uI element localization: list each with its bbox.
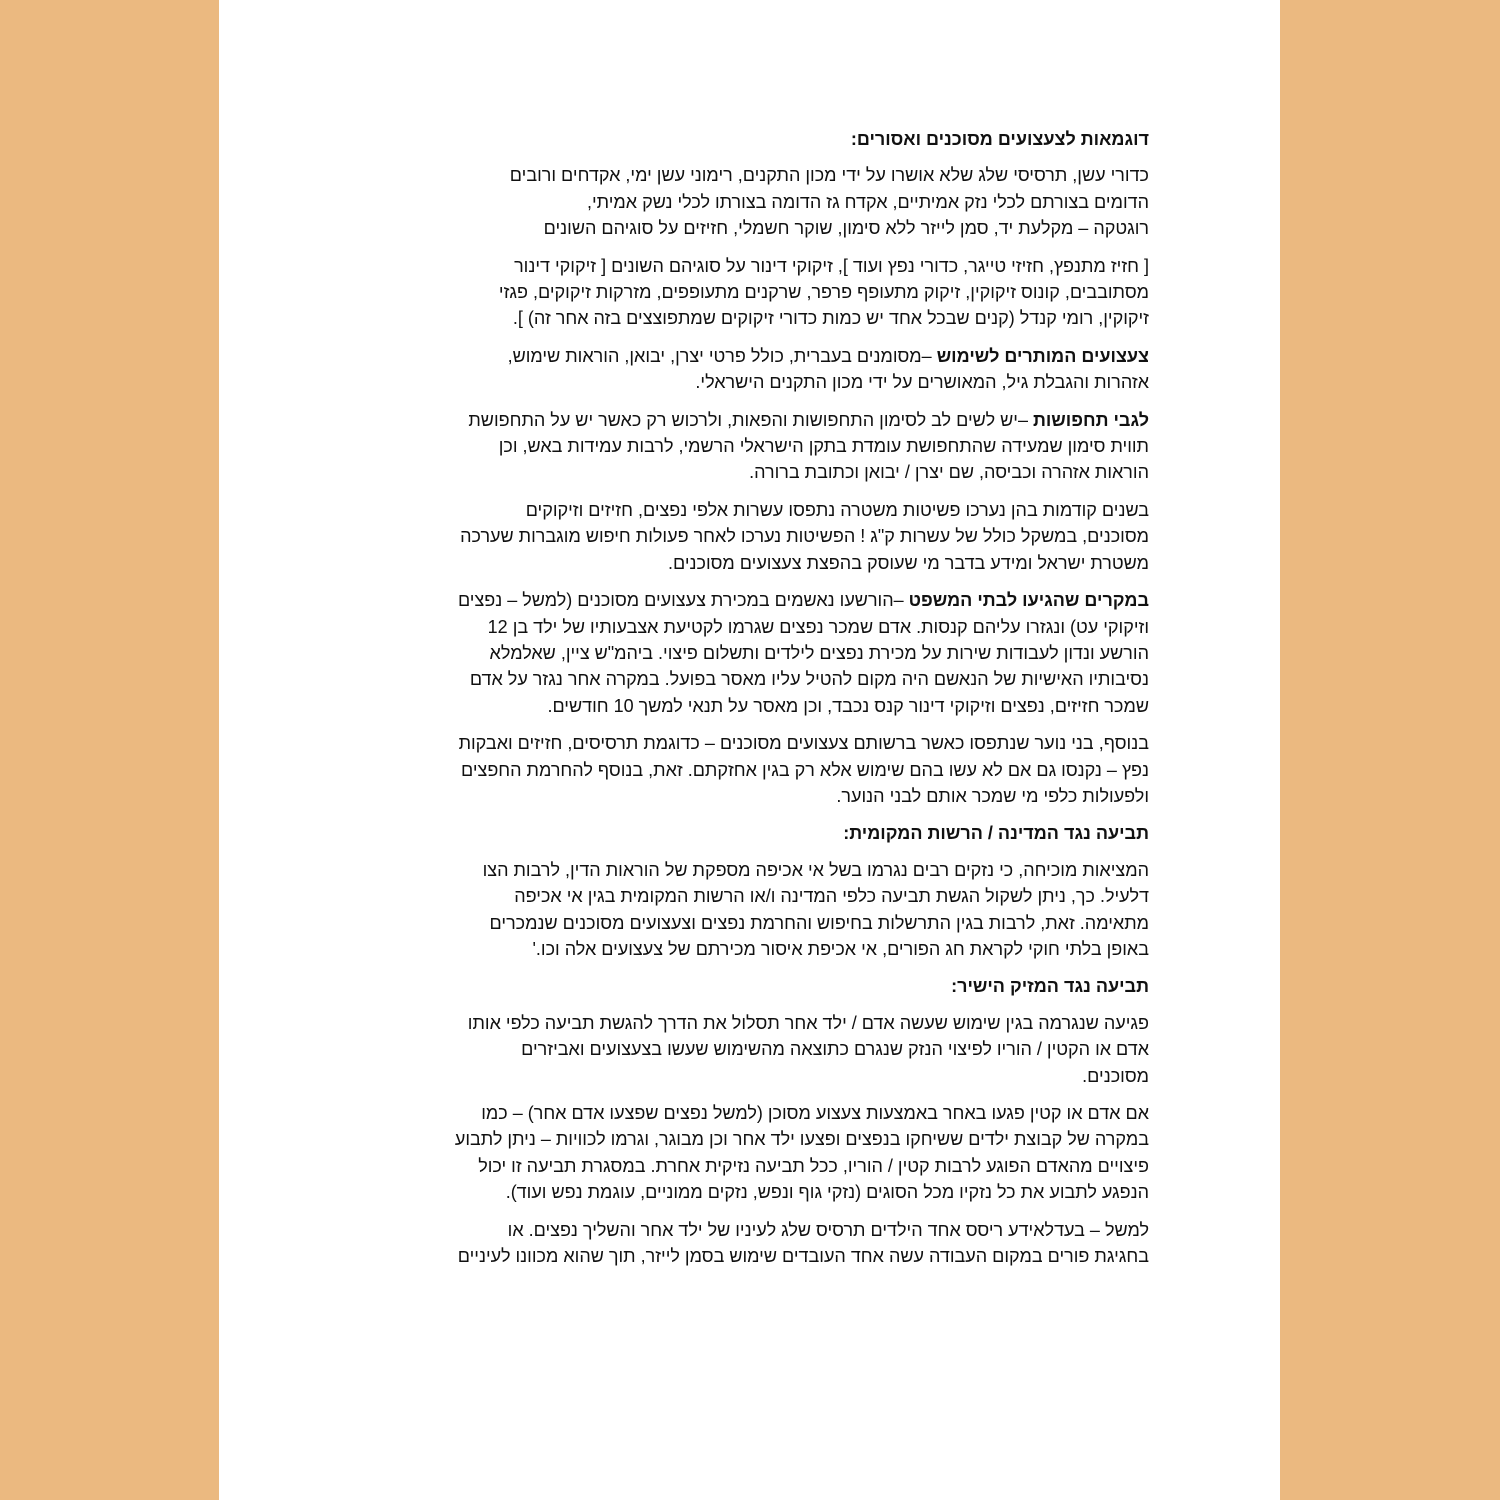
paragraph-dangerous-toys-list: כדורי עשן, תרסיסי שלג שלא אושרו על ידי מכון התקנים, רימוני עשן ימי, אקדחים ורובים הדומים בצורתם לכלי נזק אמיתיים, אקדח גז הדומה בצורתו לכלי נשק אמיתי, רוגטקה – מקלעת יד, סמן לייזר ללא סימון, שוקר חשמלי, חזיזים על סוגיהם השונים xyxy=(509,165,1149,239)
paragraph-examples-incidents: למשל – בעדלאידע ריסס אחד הילדים תרסיס שלג לעיניו של ילד אחר והשליך נפצים. או בחגיגת פורים במקום העבודה עשה אחד העובדים שימוש בסמן לייזר, תוך שהוא מכוונו לעיניים xyxy=(457,1219,1149,1267)
paragraph-police-raids: בשנים קודמות בהן נערכו פשיטות משטרה נתפסו עשרות אלפי נפצים, חזיזים וזיקוקים מסוכנים, במשקל כולל של עשרות ק"ג ! הפשיטות נערכו לאחר פעולות חיפוש מוגברות שערכה משטרת ישראל ומידע בדבר מי שעוסק בהפצת צעצועים מסוכנים. xyxy=(460,499,1149,573)
heading-claim-against-direct-damager: תביעה נגד המזיק הישיר: xyxy=(951,976,1149,997)
document-content xyxy=(381,126,1149,1280)
paragraph-firecrackers-list: [ חזיז מתנפץ, חזיזי טייגר, כדורי נפץ ועוד ], זיקוקי דינור על סוגיהם השונים [ זיקוקי דינור מסתובבים, קונוס זיקוקין, זיקוק מתעופף פרפר, שרקנים מתעופפים, מזרקות זיקוקים, פגזי זיקוקין, רומי קנדל (קנים שבכל אחד יש כמות כדורי זיקוקים שמתפוצצים בזה אחר זה) ]. xyxy=(498,255,1149,329)
document-page xyxy=(219,0,1280,1500)
heading-claim-against-state: תביעה נגד המדינה / הרשות המקומית: xyxy=(843,823,1149,844)
paragraph-costumes: לגבי תחפושות –יש לשים לב לסימון התחפושות והפאות, ולרכוש רק כאשר יש על התחפושת תווית סימון שמעידה שהתחפושת עומדת בתקן הישראלי הרשמי, לרבות עמידות באש, וכן הוראות אזהרה וכביסה, שם יצרן / יבואן וכתובת ברורה. xyxy=(468,409,1149,483)
label-costumes: לגבי תחפושות xyxy=(1032,409,1149,430)
paragraph-claim-state: המציאות מוכיחה, כי נזקים רבים נגרמו בשל אי אכיפה מספקת של הוראות הדין, לרבות הצו דלעיל. כך, ניתן לשקול הגשת תביעה כלפי המדינה ו/או הרשות המקומית בגין אי אכיפה מתאימה. זאת, לרבות בגין התרשלות בחיפוש והחרמת נפצים וצעצועים מסוכנים שנמכרים באופן בלתי חוקי לקראת חג הפורים, אי אכיפת איסור מכירתם של צעצועים אלה וכו.' xyxy=(482,859,1149,959)
label-permitted-toys: צעצועים המותרים לשימוש xyxy=(936,345,1149,366)
paragraph-permitted-toys: צעצועים המותרים לשימוש –מסומנים בעברית, כולל פרטי יצרן, יבואן, הוראות שימוש, אזהרות והגבלת גיל, המאושרים על ידי מכון התקנים הישראלי. xyxy=(507,345,1149,393)
paragraph-claim-direct: פגיעה שנגרמה בגין שימוש שעשה אדם / ילד אחר תסלול את הדרך להגשת תביעה כלפי אותו אדם או הקטין / הוריו לפיצוי הנזק שנגרם כתוצאה מהשימוש שעשו בצעצועים ואביזרים מסוכנים. xyxy=(467,1012,1149,1086)
paragraph-injury-compensation: אם אדם או קטין פגעו באחר באמצעות צעצוע מסוכן (למשל נפצים שפצעו אדם אחר) – כמו במקרה של קבוצת ילדים ששיחקו בנפצים ופצעו ילד אחר וכן מבוגר, וגרמו לכוויות – ניתן לתבוע פיצויים מהאדם הפוגע לרבות קטין / הוריו, ככל תביעה נזיקית אחרת. במסגרת תביעה זו יכול הנפגע לתבוע את כל נזקיו מכל הסוגים (נזקי גוף ונפש, נזקים ממוניים, עוגמת נפש ועוד). xyxy=(454,1103,1149,1203)
label-court-cases: במקרים שהגיעו לבתי המשפט xyxy=(908,590,1149,611)
paragraph-court-cases: במקרים שהגיעו לבתי המשפט –הורשעו נאשמים במכירת צעצועים מסוכנים (למשל – נפצים וזיקוקי עט) ונגזרו עליהם קנסות. אדם שמכר נפצים שגרמו לקטיעת אצבעותיו של ילד בן 12 הורשע ונדון לעבודות שירות על מכירת נפצים לילדים ותשלום פיצוי. ביהמ"ש ציין, שאלמלא נסיבותיו האישיות של הנאשם היה מקום להטיל עליו מאסר בפועל. במקרה אחר נגזר על אדם שמכר חזיזים, נפצים וזיקוקי דינור קנס נכבד, וכן מאסר על תנאי למשך 10 חודשים. xyxy=(457,590,1149,716)
paragraph-youth-fines: בנוסף, בני נוער שנתפסו כאשר ברשותם צעצועים מסוכנים – כדוגמת תרסיסים, חזיזים ואבקות נפץ – נקנסו גם אם לא עשו בהם שימוש אלא רק בגין אחזקתם. זאת, בנוסף להחרמת החפצים ולפעולות כלפי מי שמכר אותם לבני הנוער. xyxy=(458,733,1149,806)
heading-examples: דוגמאות לצעצועים מסוכנים ואסורים: xyxy=(850,129,1149,149)
